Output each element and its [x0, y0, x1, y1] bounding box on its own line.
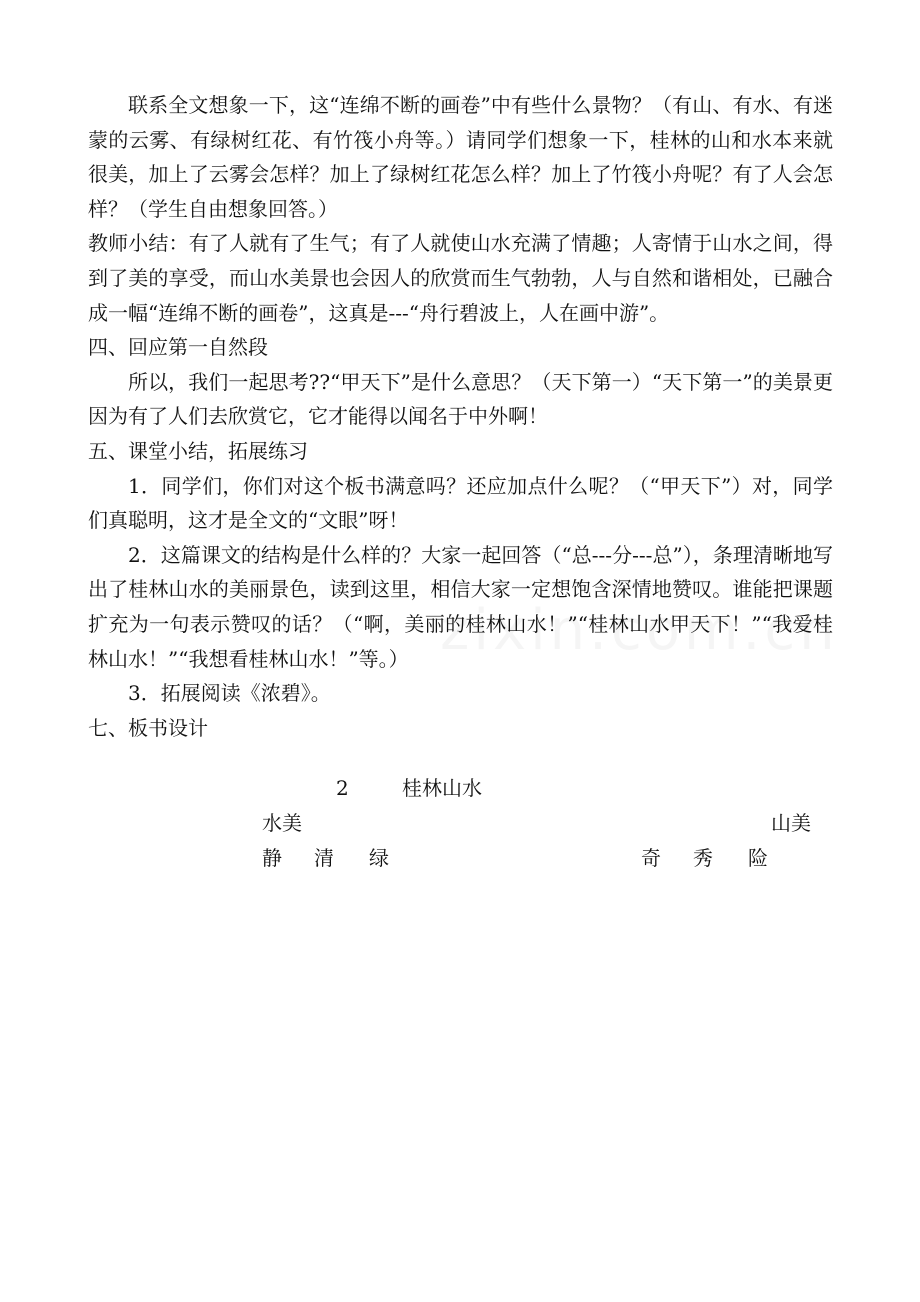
- paragraph-imagine-scene: 联系全文想象一下，这“连绵不断的画卷”中有些什么景物？（有山、有水、有迷蒙的云雾、有绿树红花、有竹筏小舟等。）请同学们想象一下，桂林的山和水本来就很美，加上了云雾会怎样？加上了绿树红花怎么样？加上了竹筏小舟呢？有了人会怎样？（学生自由想象回答。）: [88, 93, 833, 221]
- board-right-item: 险: [748, 846, 768, 870]
- board-left-heading: 水美: [262, 811, 302, 835]
- paragraph-think-jiatianxia: 所以，我们一起思考??“甲天下”是什么意思？（天下第一）“天下第一”的美景更因为有了人们去欣赏它，它才能得以闻名于中外啊！: [88, 369, 833, 429]
- board-lesson-number: 2: [336, 776, 349, 800]
- section-heading-4: 四、回应第一自然段: [88, 335, 268, 360]
- board-left-item: 绿: [369, 846, 389, 870]
- paragraph-item-3: 3．拓展阅读《浓碧》。: [128, 681, 331, 706]
- board-left-item: 静: [262, 846, 282, 870]
- paragraph-item-1: 1．同学们，你们对这个板书满意吗？还应加点什么呢？（“甲天下”）对，同学们真聪明，这才是全文的“文眼”呀！: [88, 473, 833, 533]
- board-title: 桂林山水: [402, 776, 482, 800]
- paragraph-teacher-summary: 教师小结：有了人就有了生气；有了人就使山水充满了情趣；人寄情于山水之间，得到了美的享受，而山水美景也会因人的欣赏而生气勃勃，人与自然和谐相处，已融合成一幅“连绵不断的画卷”，这真是---“舟行碧波上，人在画中游”。: [88, 231, 833, 325]
- board-right-item: 奇: [641, 846, 661, 870]
- paragraph-item-2: 2．这篇课文的结构是什么样的？大家一起回答（“总---分---总”），条理清晰地写出了桂林山水的美丽景色，读到这里，相信大家一定想饱含深情地赞叹。谁能把课题扩充为一句表示赞叹的话？（“啊，美丽的桂林山水！”“桂林山水甲天下！”“我爱桂林山水！”“我想看桂林山水！”等。）: [88, 542, 833, 671]
- board-right-heading: 山美: [771, 811, 811, 835]
- section-heading-7: 七、板书设计: [88, 715, 208, 740]
- board-right-item: 秀: [693, 846, 713, 870]
- board-left-item: 清: [314, 846, 334, 870]
- watermark: [440, 598, 839, 663]
- section-heading-5: 五、课堂小结，拓展练习: [88, 438, 308, 463]
